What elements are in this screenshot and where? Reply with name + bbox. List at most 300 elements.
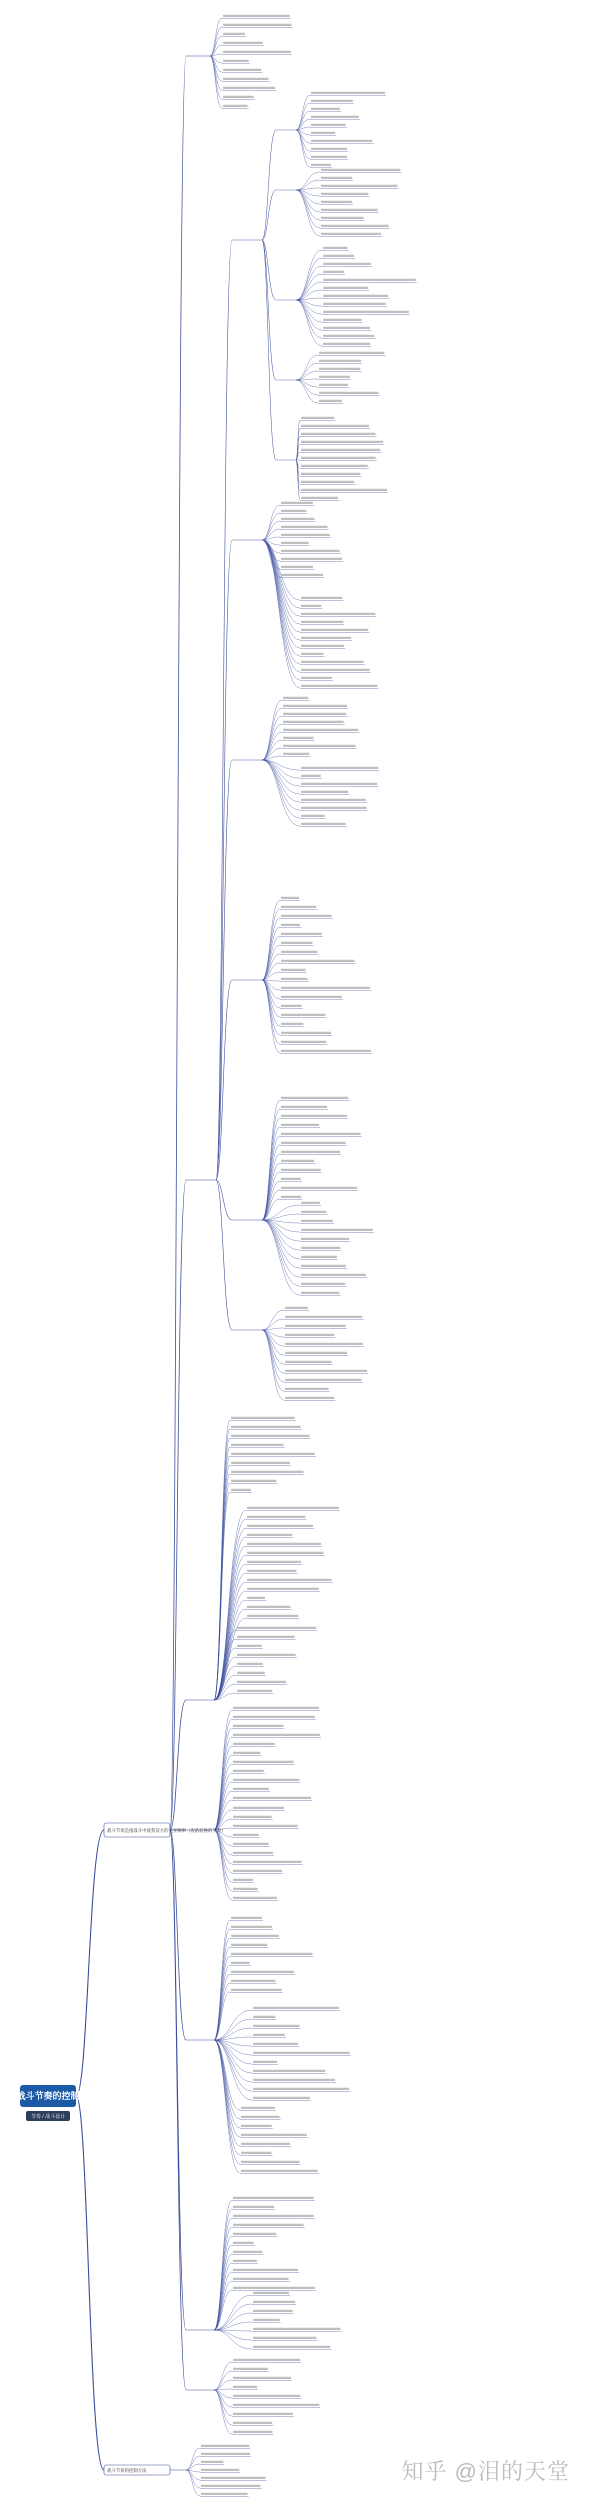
leaf-text-placeholder (301, 629, 368, 631)
leaf-text-placeholder (247, 1606, 291, 1608)
leaf-text-placeholder (233, 1843, 269, 1845)
leaf-text-placeholder (285, 1361, 332, 1363)
branch-connector (76, 2096, 104, 2470)
leaf-text-placeholder (281, 1142, 346, 1144)
leaf-text-placeholder (281, 942, 313, 944)
leaf-text-placeholder (231, 1935, 279, 1937)
leaf-text-placeholder (321, 193, 368, 195)
leaf-text-placeholder (301, 613, 375, 615)
leaf-text-placeholder (301, 465, 368, 467)
leaf-text-placeholder (321, 201, 352, 203)
leaf-text-placeholder (201, 2477, 266, 2479)
root-tag: 节奏 / 战斗设计 (30, 2114, 66, 2120)
branch-connector (262, 760, 300, 802)
leaf-text-placeholder (321, 177, 352, 179)
leaf-text-placeholder (233, 1807, 284, 1809)
branch-connector (262, 1319, 284, 1330)
leaf-text-placeholder (241, 2116, 280, 2118)
leaf-text-placeholder (301, 621, 343, 623)
leaf-text-placeholder (233, 1725, 284, 1727)
leaf-text-placeholder (281, 951, 317, 953)
leaf-text-placeholder (301, 669, 370, 671)
branch-connector (214, 2040, 252, 2073)
leaf-text-placeholder (285, 1388, 329, 1390)
leaf-text-placeholder (233, 2269, 298, 2271)
leaf-text-placeholder (247, 1534, 292, 1536)
branch-connector (296, 180, 320, 190)
leaf-text-placeholder (323, 311, 409, 313)
leaf-text-placeholder (281, 1014, 326, 1016)
leaf-text-placeholder (223, 105, 248, 107)
branch-connector (214, 2380, 232, 2390)
branch-connector (214, 1830, 232, 1855)
leaf-text-placeholder (311, 140, 372, 142)
leaf-text-placeholder (231, 1980, 275, 1982)
leaf-text-placeholder (231, 1471, 304, 1473)
leaf-text-placeholder (233, 2287, 315, 2289)
leaf-text-placeholder (233, 1743, 275, 1745)
leaf-text-placeholder (301, 481, 354, 483)
leaf-text-placeholder (233, 2251, 262, 2253)
branch-connector (262, 760, 300, 810)
leaf-text-placeholder (285, 1334, 334, 1336)
leaf-text-placeholder (301, 799, 366, 801)
branch-connector (214, 2227, 232, 2330)
leaf-text-placeholder (241, 2125, 272, 2127)
leaf-text-placeholder (231, 1962, 250, 1964)
leaf-text-placeholder (223, 24, 292, 26)
leaf-text-placeholder (231, 1480, 276, 1482)
leaf-text-placeholder (321, 217, 364, 219)
leaf-text-placeholder (283, 753, 309, 755)
branch-connector (296, 274, 322, 300)
leaf-text-placeholder (323, 335, 374, 337)
root-title: 战斗节奏的控制 (16, 2091, 80, 2101)
branch-connector (214, 2330, 252, 2349)
leaf-text-placeholder (301, 637, 351, 639)
leaf-text-placeholder (237, 1645, 262, 1647)
leaf-text-placeholder (301, 1211, 326, 1213)
leaf-text-placeholder (319, 392, 379, 394)
branch-connector (262, 1330, 284, 1382)
leaf-text-placeholder (247, 1525, 313, 1527)
leaf-text-placeholder (231, 1462, 290, 1464)
leaf-text-placeholder (281, 1032, 331, 1034)
leaf-text-placeholder (323, 255, 354, 257)
leaf-text-placeholder (323, 247, 347, 249)
leaf-text-placeholder (233, 1752, 260, 1754)
leaf-text-placeholder (301, 473, 360, 475)
leaf-text-placeholder (321, 233, 381, 235)
leaf-text-placeholder (281, 978, 308, 980)
leaf-text-placeholder (281, 933, 322, 935)
leaf-text-placeholder (237, 1627, 316, 1629)
leaf-text-placeholder (281, 502, 313, 504)
leaf-text-placeholder (247, 1588, 319, 1590)
leaf-text-placeholder (281, 996, 342, 998)
leaf-text-placeholder (281, 906, 316, 908)
branch-connector (262, 190, 276, 240)
branch-connector (210, 56, 222, 108)
branch-connector (262, 732, 282, 760)
leaf-text-placeholder (247, 1516, 305, 1518)
leaf-text-placeholder (233, 1888, 258, 1890)
branch-connector (186, 2456, 200, 2470)
leaf-text-placeholder (253, 2034, 285, 2036)
leaf-text-placeholder (301, 1283, 345, 1285)
leaf-text-placeholder (311, 164, 331, 166)
leaf-text-placeholder (233, 1770, 264, 1772)
leaf-text-placeholder (283, 729, 358, 731)
branch-connector (262, 540, 300, 632)
branch-connector (170, 56, 186, 1830)
leaf-text-placeholder (301, 767, 378, 769)
leaf-text-placeholder (281, 1106, 327, 1108)
leaf-text-placeholder (281, 518, 314, 520)
leaf-text-placeholder (281, 897, 299, 899)
leaf-text-placeholder (281, 550, 340, 552)
leaf-text-placeholder (223, 51, 291, 53)
leaf-text-placeholder (301, 1265, 346, 1267)
leaf-text-placeholder (201, 2461, 223, 2463)
branch-connector (214, 2236, 232, 2330)
leaf-text-placeholder (233, 1734, 320, 1736)
leaf-text-placeholder (233, 2404, 319, 2406)
branch-connector (296, 355, 318, 380)
leaf-text-placeholder (233, 1825, 298, 1827)
leaf-text-placeholder (201, 2485, 261, 2487)
leaf-text-placeholder (283, 745, 356, 747)
leaf-text-placeholder (253, 2088, 349, 2090)
branch-connector (296, 380, 318, 403)
leaf-text-placeholder (201, 2453, 250, 2455)
leaf-text-placeholder (253, 2016, 275, 2018)
leaf-text-placeholder (237, 1663, 263, 1665)
branch-connector (262, 1330, 284, 1364)
leaf-text-placeholder (281, 1169, 321, 1171)
root-node[interactable] (16, 2085, 79, 2121)
branch-connector (296, 130, 310, 151)
leaf-text-placeholder (233, 1716, 315, 1718)
leaf-text-placeholder (223, 87, 275, 89)
leaf-text-placeholder (281, 924, 300, 926)
leaf-text-placeholder (323, 271, 344, 273)
branch-connector (296, 460, 300, 500)
leaf-text-placeholder (231, 1989, 282, 1991)
leaf-text-placeholder (281, 1133, 361, 1135)
leaf-text-placeholder (233, 2395, 300, 2397)
leaf-text-placeholder (319, 352, 384, 354)
leaf-text-placeholder (231, 1444, 284, 1446)
leaf-text-placeholder (233, 2359, 300, 2361)
leaf-text-placeholder (301, 791, 348, 793)
leaf-text-placeholder (323, 303, 386, 305)
branch-connector (214, 1938, 230, 2040)
leaf-text-placeholder (283, 721, 344, 723)
leaf-text-placeholder (281, 1097, 348, 1099)
leaf-text-placeholder (301, 497, 338, 499)
leaf-text-placeholder (283, 737, 314, 739)
leaf-text-placeholder (233, 2233, 276, 2235)
branch-connector (296, 95, 310, 130)
branch-connector (214, 1782, 232, 1830)
leaf-text-placeholder (241, 2107, 275, 2109)
leaf-text-placeholder (301, 645, 344, 647)
leaf-text-placeholder (241, 2161, 299, 2163)
leaf-text-placeholder (231, 1417, 295, 1419)
leaf-text-placeholder (301, 1256, 337, 1258)
leaf-text-placeholder (247, 1507, 339, 1509)
leaf-text-placeholder (311, 148, 347, 150)
main-branch-1[interactable] (104, 1823, 226, 1837)
leaf-text-placeholder (233, 1870, 282, 1872)
leaf-text-placeholder (281, 526, 328, 528)
leaf-text-placeholder (301, 815, 325, 817)
leaf-text-placeholder (233, 1761, 294, 1763)
leaf-text-placeholder (323, 287, 368, 289)
leaf-text-placeholder (283, 705, 347, 707)
leaf-text-placeholder (241, 2143, 290, 2145)
leaf-text-placeholder (233, 1897, 277, 1899)
leaf-text-placeholder (311, 156, 347, 158)
leaf-text-placeholder (233, 2413, 293, 2415)
branch-connector (296, 282, 322, 300)
leaf-text-placeholder (233, 2206, 274, 2208)
branch-connector (262, 130, 276, 240)
leaf-text-placeholder (301, 1247, 340, 1249)
leaf-text-placeholder (323, 279, 416, 281)
leaf-text-placeholder (285, 1307, 308, 1309)
branch-connector (214, 1483, 230, 1700)
leaf-text-placeholder (301, 1229, 373, 1231)
branch-connector (262, 980, 280, 1035)
main-branch-1-label: 战斗节奏是指战斗中敌我双方的交互频率（攻防转换的节奏） (107, 1828, 226, 1833)
leaf-text-placeholder (223, 96, 254, 98)
branch-connector (214, 2330, 252, 2340)
leaf-text-placeholder (301, 597, 342, 599)
branch-connector (210, 27, 222, 56)
leaf-text-placeholder (281, 1115, 347, 1117)
leaf-text-placeholder (223, 42, 263, 44)
leaf-text-placeholder (223, 33, 245, 35)
leaf-text-placeholder (223, 15, 290, 17)
leaf-text-placeholder (231, 1453, 315, 1455)
leaf-text-placeholder (319, 368, 360, 370)
leaf-text-placeholder (231, 1917, 262, 1919)
branch-connector (214, 2040, 240, 2164)
branch-connector (296, 190, 320, 220)
leaf-text-placeholder (319, 384, 348, 386)
watermark-text: 知乎 @泪的天堂 (401, 2459, 570, 2484)
branch-connector (262, 1310, 284, 1330)
mindmap-leaf-nodes (201, 15, 416, 2495)
leaf-text-placeholder (247, 1597, 265, 1599)
leaf-text-placeholder (285, 1352, 347, 1354)
leaf-text-placeholder (231, 1489, 251, 1491)
leaf-text-placeholder (285, 1370, 367, 1372)
leaf-text-placeholder (301, 425, 369, 427)
leaf-text-placeholder (281, 1005, 302, 1007)
leaf-text-placeholder (247, 1570, 297, 1572)
branch-connector (262, 1330, 284, 1355)
leaf-text-placeholder (301, 433, 376, 435)
leaf-text-placeholder (323, 263, 371, 265)
leaf-text-placeholder (233, 1852, 273, 1854)
leaf-text-placeholder (281, 534, 330, 536)
leaf-text-placeholder (321, 225, 389, 227)
leaf-text-placeholder (201, 2469, 239, 2471)
branch-connector (296, 188, 320, 190)
leaf-text-placeholder (301, 441, 383, 443)
branch-connector (296, 130, 310, 159)
branch-connector (296, 380, 318, 395)
leaf-text-placeholder (237, 1681, 286, 1683)
leaf-text-placeholder (301, 1238, 349, 1240)
branch-connector (262, 980, 280, 1008)
branch-connector (262, 1220, 300, 1259)
leaf-text-placeholder (323, 343, 370, 345)
leaf-text-placeholder (233, 1834, 259, 1836)
leaf-text-placeholder (223, 78, 269, 80)
leaf-text-placeholder (301, 775, 321, 777)
leaf-text-placeholder (301, 605, 321, 607)
leaf-text-placeholder (311, 108, 340, 110)
leaf-text-placeholder (281, 1050, 371, 1052)
leaf-text-placeholder (231, 1953, 313, 1955)
leaf-text-placeholder (323, 319, 362, 321)
leaf-text-placeholder (281, 1196, 301, 1198)
leaf-text-placeholder (301, 457, 376, 459)
leaf-text-placeholder (323, 295, 388, 297)
branch-connector (214, 2281, 232, 2330)
leaf-text-placeholder (281, 915, 332, 917)
branch-connector (296, 190, 320, 236)
leaf-text-placeholder (233, 1816, 272, 1818)
leaf-text-placeholder (253, 2292, 289, 2294)
branch-connector (214, 1728, 232, 1830)
branch-connector (262, 1330, 284, 1373)
leaf-text-placeholder (231, 1971, 294, 1973)
leaf-text-placeholder (253, 2070, 325, 2072)
main-branch-2[interactable] (104, 2465, 170, 2475)
leaf-text-placeholder (281, 1178, 301, 1180)
leaf-text-placeholder (247, 1552, 324, 1554)
leaf-text-placeholder (311, 92, 385, 94)
branch-connector (262, 980, 280, 1026)
leaf-text-placeholder (233, 2422, 272, 2424)
leaf-text-placeholder (201, 2493, 248, 2495)
leaf-text-placeholder (253, 2079, 335, 2081)
leaf-text-placeholder (285, 1325, 346, 1327)
leaf-text-placeholder (281, 1041, 326, 1043)
leaf-text-placeholder (233, 2197, 314, 2199)
leaf-text-placeholder (301, 1274, 366, 1276)
leaf-text-placeholder (237, 1654, 296, 1656)
leaf-text-placeholder (301, 661, 364, 663)
branch-connector (262, 1220, 300, 1268)
leaf-text-placeholder (311, 100, 353, 102)
leaf-text-placeholder (285, 1316, 362, 1318)
branch-connector (216, 240, 232, 1180)
branch-connector (296, 130, 310, 167)
leaf-text-placeholder (223, 60, 249, 62)
leaf-text-placeholder (283, 697, 308, 699)
branch-connector (262, 760, 300, 786)
leaf-text-placeholder (301, 417, 334, 419)
leaf-text-placeholder (233, 2224, 304, 2226)
branch-connector (296, 250, 322, 300)
branch-connector (214, 1830, 232, 1873)
leaf-text-placeholder (319, 360, 361, 362)
leaf-text-placeholder (281, 1023, 303, 1025)
leaf-text-placeholder (233, 2368, 268, 2370)
leaf-text-placeholder (231, 1426, 301, 1428)
leaf-text-placeholder (301, 653, 324, 655)
leaf-text-placeholder (253, 2097, 310, 2099)
leaf-text-placeholder (301, 449, 380, 451)
leaf-text-placeholder (247, 1615, 298, 1617)
leaf-text-placeholder (301, 823, 346, 825)
leaf-text-placeholder (283, 713, 346, 715)
branch-connector (214, 2040, 240, 2137)
leaf-text-placeholder (247, 1561, 301, 1563)
leaf-text-placeholder (253, 2328, 341, 2330)
leaf-text-placeholder (323, 327, 370, 329)
leaf-text-placeholder (285, 1343, 363, 1345)
branch-connector (214, 1474, 230, 1700)
leaf-text-placeholder (281, 1151, 340, 1153)
branch-connector (296, 371, 318, 380)
leaf-text-placeholder (311, 132, 335, 134)
branch-connector (186, 2470, 200, 2496)
leaf-text-placeholder (253, 2052, 350, 2054)
branch-connector (214, 1830, 232, 1882)
branch-connector (214, 2218, 232, 2330)
leaf-text-placeholder (285, 1379, 362, 1381)
branch-connector (214, 1510, 246, 1700)
leaf-text-placeholder (233, 1861, 302, 1863)
leaf-text-placeholder (241, 2152, 272, 2154)
branch-connector (214, 1492, 230, 1700)
leaf-text-placeholder (281, 510, 306, 512)
leaf-text-placeholder (253, 2061, 277, 2063)
leaf-text-placeholder (311, 124, 346, 126)
leaf-text-placeholder (281, 1124, 319, 1126)
branch-connector (296, 172, 320, 190)
leaf-text-placeholder (321, 185, 397, 187)
branch-connector (262, 540, 300, 648)
leaf-text-placeholder (301, 1202, 320, 1204)
leaf-text-placeholder (301, 1220, 333, 1222)
leaf-text-placeholder (247, 1543, 321, 1545)
leaf-text-placeholder (223, 69, 261, 71)
leaf-text-placeholder (281, 574, 323, 576)
leaf-text-placeholder (285, 1397, 334, 1399)
leaf-text-placeholder (253, 2337, 317, 2339)
leaf-text-placeholder (253, 2025, 299, 2027)
branch-connector (210, 18, 222, 56)
leaf-text-placeholder (281, 558, 342, 560)
leaf-text-placeholder (233, 1707, 319, 1709)
leaf-text-placeholder (241, 2170, 318, 2172)
leaf-text-placeholder (233, 2242, 254, 2244)
leaf-text-placeholder (253, 2310, 293, 2312)
leaf-text-placeholder (321, 209, 378, 211)
leaf-text-placeholder (319, 400, 342, 402)
branch-connector (296, 103, 310, 130)
leaf-text-placeholder (233, 1788, 269, 1790)
leaf-text-placeholder (233, 1779, 299, 1781)
